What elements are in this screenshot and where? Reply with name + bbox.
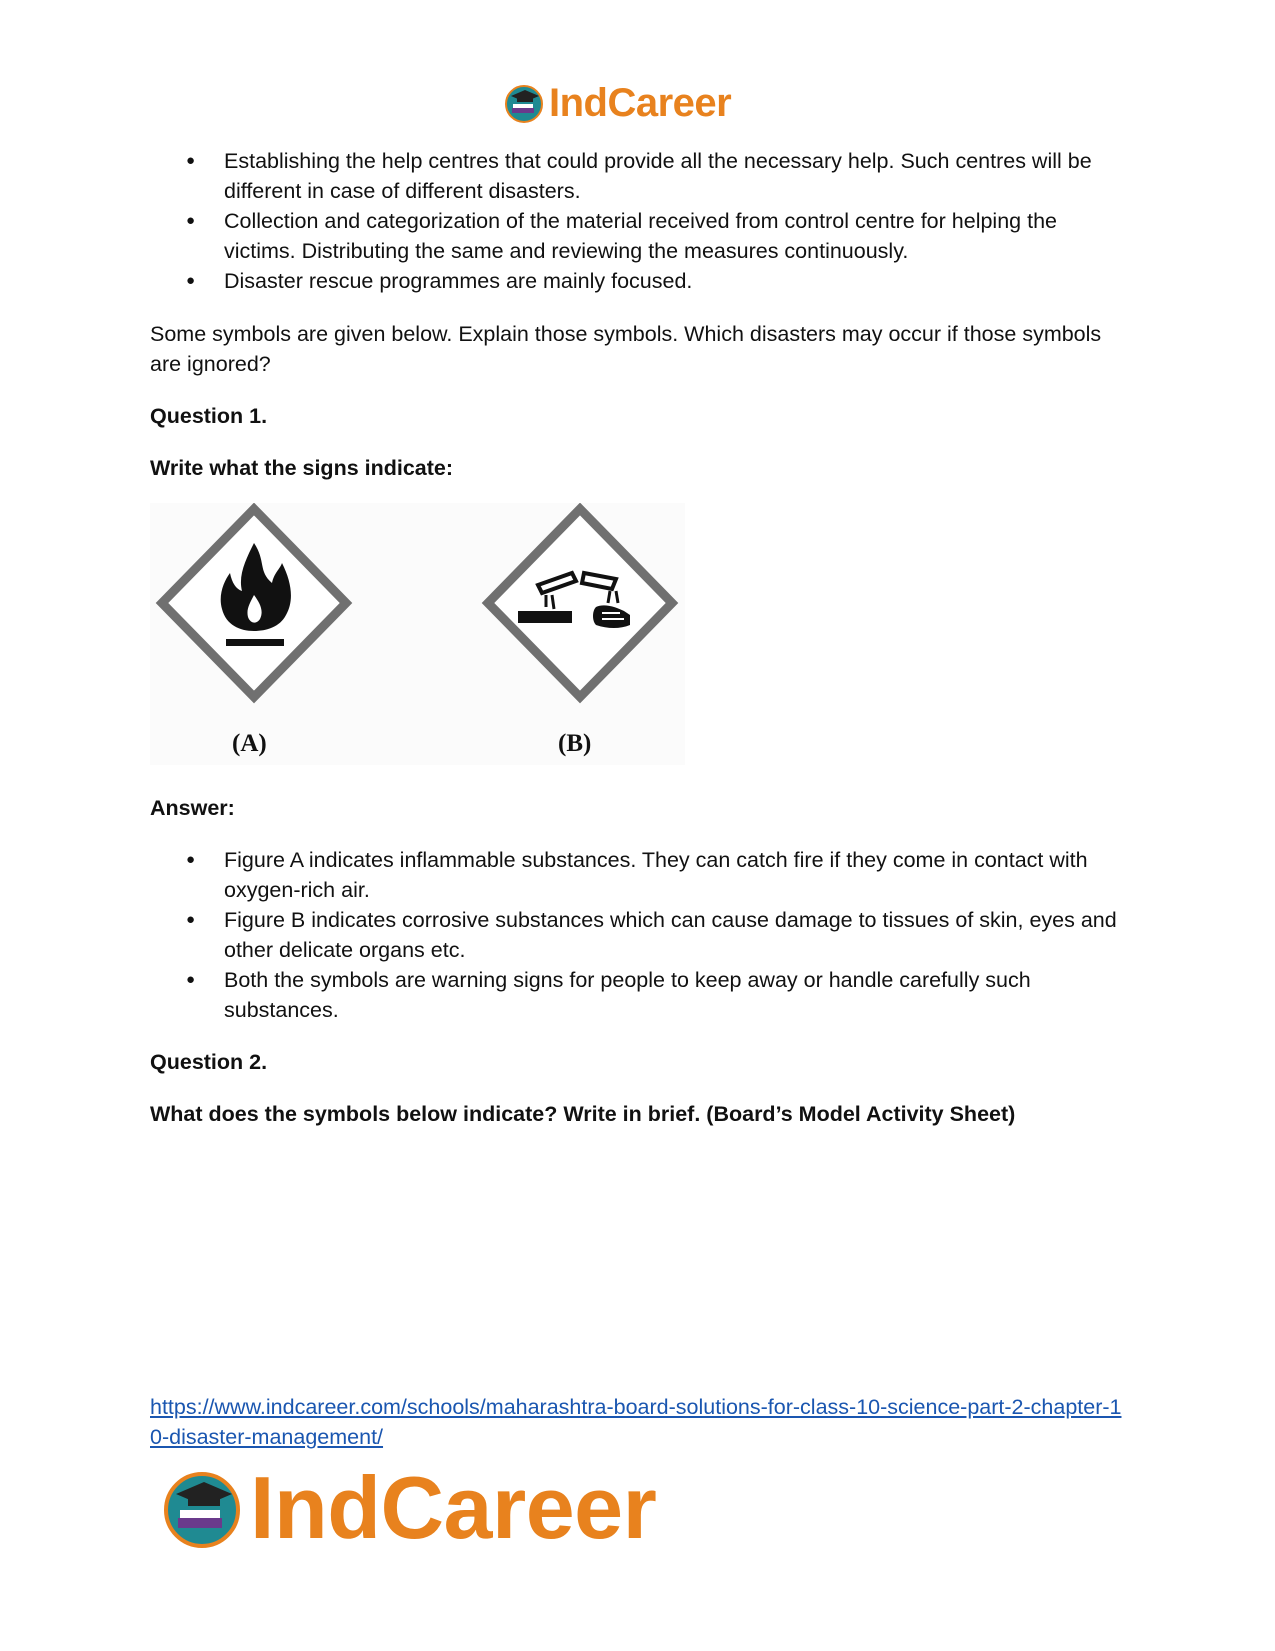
question-2-heading: Question 2. (150, 1050, 268, 1074)
header-logo (503, 80, 731, 126)
question-1-heading: Question 1. (150, 404, 268, 428)
intro-bullet-list (150, 146, 1130, 296)
instruction-text: Some symbols are given below. Explain those symbols. Which disasters may occur if those symbols are ignored? (150, 322, 1102, 376)
graduation-cap-icon (503, 82, 545, 124)
list-item: ● Establishing the help centres that could provide all the necessary help. Such centres will be different in case of different disasters. (150, 146, 1130, 206)
graduation-cap-icon (160, 1466, 244, 1550)
source-link[interactable]: https://www.indcareer.com/schools/maharashtra-board-solutions-for-class-10-science-part-2-chapter-10-disaster-management/ (150, 1395, 1122, 1449)
list-item: ● Disaster rescue programmes are mainly focused. (150, 266, 1130, 296)
list-item: ● Figure B indicates corrosive substances which can cause damage to tissues of skin, eyes and other delicate organs etc. (150, 905, 1130, 965)
list-item: ● Figure A indicates inflammable substances. They can catch fire if they come in contact with oxygen-rich air. (150, 845, 1130, 905)
footer-logo (160, 1458, 657, 1557)
corrosive-icon (480, 503, 680, 708)
logo-text: IndCareer (250, 1458, 657, 1557)
figure-a-label: (A) (232, 730, 267, 757)
answer-bullet-list (150, 845, 1130, 1025)
logo-text: IndCareer (549, 80, 732, 125)
flammable-icon (154, 503, 354, 708)
question-2-prompt: What does the symbols below indicate? Write in brief. (Board’s Model Activity Sheet) (150, 1102, 1016, 1126)
answer-heading: Answer: (150, 796, 235, 820)
hazard-symbols-figure (150, 503, 685, 765)
list-item: ● Both the symbols are warning signs for people to keep away or handle carefully such substances. (150, 965, 1130, 1025)
figure-b-label: (B) (558, 730, 592, 757)
question-1-prompt: Write what the signs indicate: (150, 456, 454, 480)
list-item: ● Collection and categorization of the material received from control centre for helping the victims. Distributing the same and reviewing the measures continuously. (150, 206, 1130, 266)
main-content (150, 146, 1130, 1129)
